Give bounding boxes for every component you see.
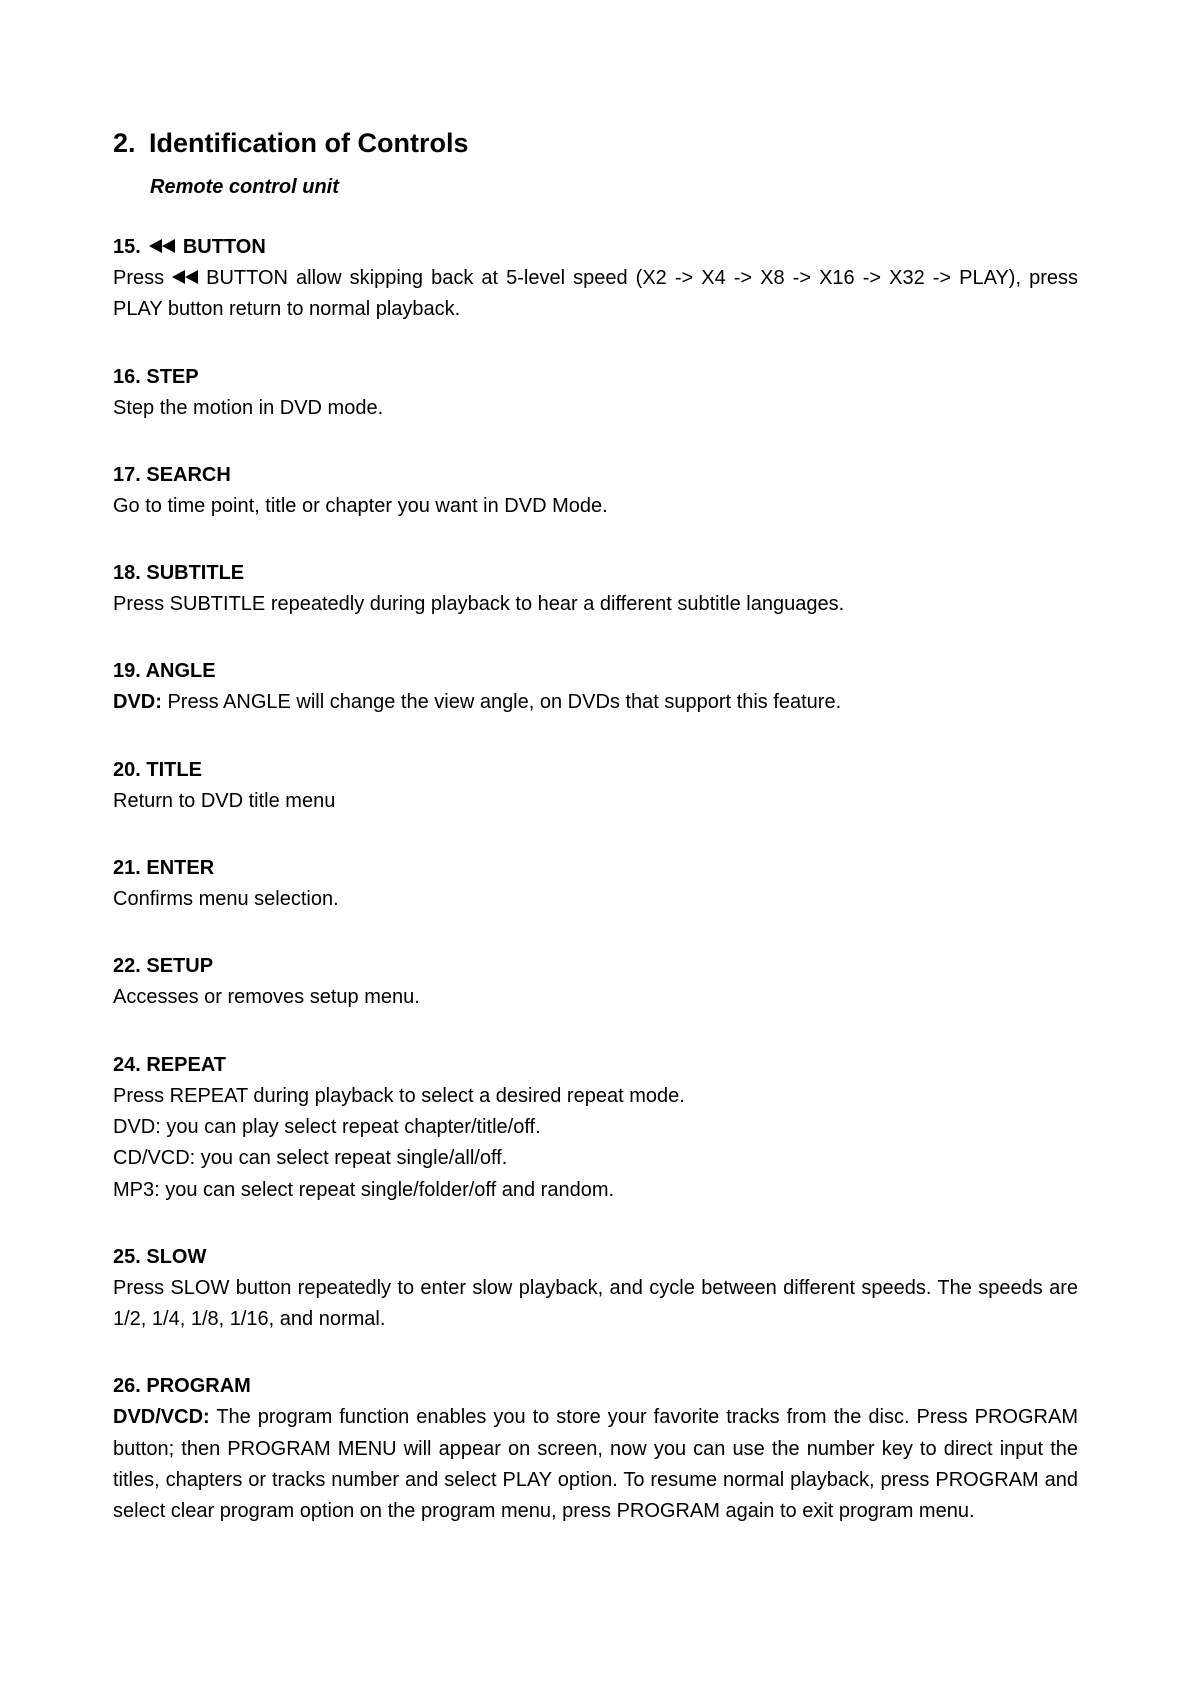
section-title: 17. SEARCH (113, 463, 231, 486)
section-16-step (113, 362, 1078, 424)
page-subtitle: Remote control unit (150, 176, 339, 198)
section-title: 16. STEP (113, 365, 199, 388)
body-prefix: Press (113, 267, 165, 289)
section-body: Step the motion in DVD mode. (113, 396, 384, 419)
document-page (113, 126, 1078, 1528)
section-title: 19. ANGLE (113, 660, 216, 683)
section-body (113, 1402, 1078, 1527)
body-label: DVD/VCD: (113, 1406, 210, 1429)
section-24-repeat (113, 1050, 1078, 1206)
section-title: 20. TITLE (113, 758, 202, 781)
section-body-line: CD/VCD: you can select repeat single/all/off. (113, 1147, 508, 1170)
section-body: Press SLOW button repeatedly to enter slow playback, and cycle between different speeds. The speeds are 1/2, 1/4, 1/8, 1/16, and normal. (113, 1276, 1078, 1331)
section-title (113, 232, 1078, 263)
section-body-line: Press REPEAT during playback to select a desired repeat mode. (113, 1084, 685, 1107)
section-title-text: BUTTON (182, 236, 266, 258)
section-body-line: DVD: you can play select repeat chapter/title/off. (113, 1115, 541, 1138)
section-body-line: MP3: you can select repeat single/folder/off and random. (113, 1178, 615, 1201)
section-body: Go to time point, title or chapter you want in DVD Mode. (113, 494, 608, 517)
body-text: Press ANGLE will change the view angle, on DVDs that support this feature. (167, 691, 842, 714)
section-body (113, 263, 1078, 326)
section-22-setup (113, 951, 1078, 1013)
section-21-enter (113, 853, 1078, 915)
section-title: 26. PROGRAM (113, 1375, 251, 1398)
page-title-number: 2. (113, 128, 136, 158)
page-title-text: Identification of Controls (149, 128, 469, 158)
rewind-icon (172, 270, 200, 284)
body-label: DVD: (113, 691, 162, 714)
section-19-angle (113, 656, 1078, 718)
section-body: Confirms menu selection. (113, 888, 339, 911)
section-title: 18. SUBTITLE (113, 562, 245, 585)
rewind-icon (149, 239, 177, 253)
section-body: Accesses or removes setup menu. (113, 986, 420, 1009)
section-18-subtitle (113, 558, 1078, 620)
body-text: BUTTON allow skipping back at 5-level speed (X2 -> X4 -> X8 -> X16 -> X32 -> PLAY), press PLAY button return to normal playback. (113, 267, 1078, 321)
section-body (113, 687, 1078, 718)
page-title (113, 126, 1078, 160)
section-26-program (113, 1371, 1078, 1527)
section-title: 21. ENTER (113, 857, 215, 880)
section-number: 15. (113, 236, 141, 258)
section-15-rewind (113, 232, 1078, 326)
section-body: Return to DVD title menu (113, 789, 336, 812)
section-body: Press SUBTITLE repeatedly during playback to hear a different subtitle languages. (113, 593, 845, 616)
section-17-search (113, 460, 1078, 522)
section-20-title (113, 755, 1078, 817)
section-25-slow (113, 1242, 1078, 1336)
section-title: 24. REPEAT (113, 1053, 226, 1076)
section-title: 25. SLOW (113, 1245, 207, 1268)
body-text: The program function enables you to store your favorite tracks from the disc. Press PROGRAM button; then PROGRAM MENU will appear on screen, now you can use the number key to direct input the titles, chapters or tracks number and select PLAY option. To resume normal playback, press PROGRAM and select clear program option on the program menu, press PROGRAM again to exit program menu. (113, 1406, 1078, 1523)
section-title: 22. SETUP (113, 955, 214, 978)
